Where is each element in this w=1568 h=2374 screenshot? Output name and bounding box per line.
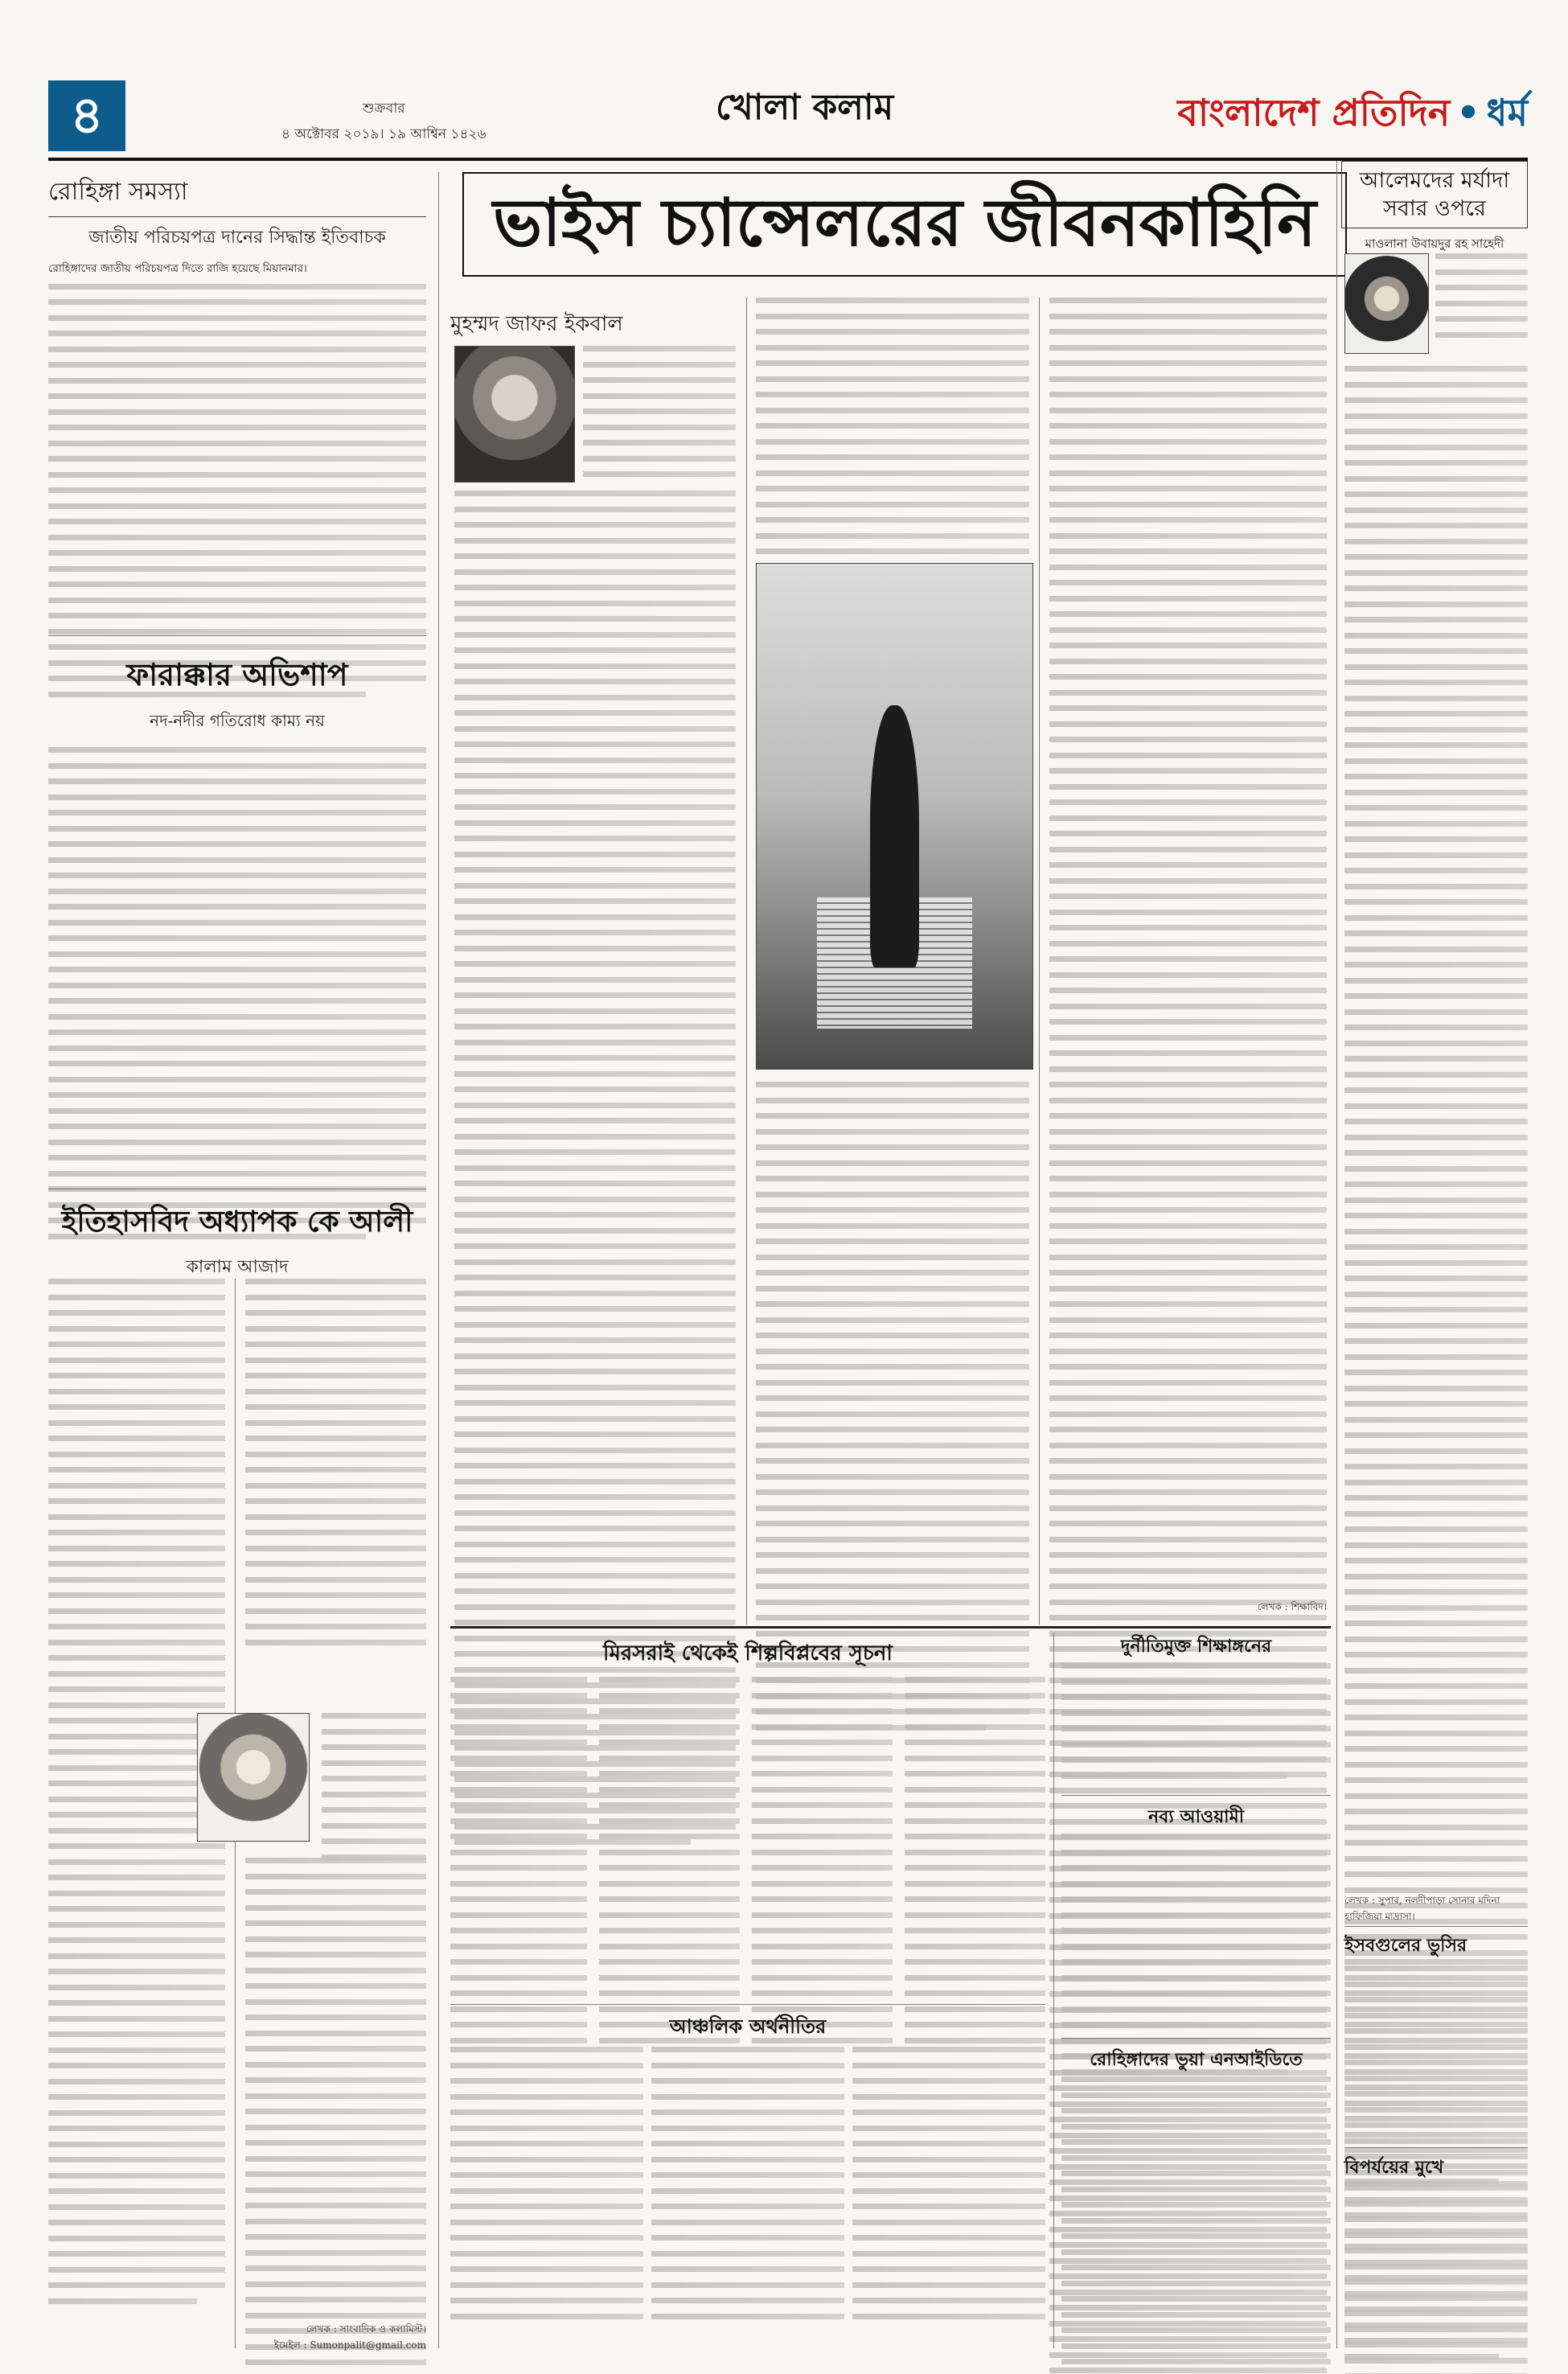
rohingya-first-sentence: রোহিঙ্গাদের জাতীয় পরিচয়পত্র দিতে রাজি হয়েছে মিয়ানমার। (48, 262, 307, 275)
brand-section: ধর্ম (1486, 91, 1528, 134)
sidebar-title: আলেমদের মর্যাদা সবার ওপরে (1341, 161, 1528, 228)
masthead (48, 80, 1528, 154)
column-rule (438, 172, 439, 2348)
nid-text (1061, 2076, 1331, 2374)
mirsarai-text-c (752, 1677, 893, 2053)
column-rule (1336, 161, 1337, 2348)
lead-illustration (756, 563, 1033, 1070)
issue-date: ৪ অক্টোবর ২০১৯। ১৯ আশ্বিন ১৪২৬ (281, 126, 486, 142)
column-rule (1053, 1633, 1054, 2348)
mirsarai-title: মিরসরাই থেকেই শিল্পবিপ্লবের সূচনা (603, 1641, 893, 1665)
historian-byline: কালাম আজাদ (186, 1257, 289, 1277)
issue-info (281, 98, 486, 146)
economy-text-b (651, 2047, 844, 2329)
sidebar-article (1341, 161, 1528, 255)
divider (1061, 1795, 1331, 1796)
education-text (1061, 1663, 1331, 1789)
masthead-rule (48, 158, 1528, 161)
lead-text-lines-a (583, 346, 736, 487)
mirsarai-text-b (599, 1677, 740, 2053)
issue-day: শুক্রবার (363, 101, 405, 117)
divider (1344, 1926, 1528, 1927)
historian-text-lines-c (322, 1713, 426, 1870)
biporjoy-text (1344, 2181, 1528, 2369)
sidebar-text-a (1435, 253, 1528, 347)
awami-title: নব্য আওয়ামী (1147, 1807, 1245, 1827)
historian-credit (245, 2323, 426, 2355)
economy-text-a (450, 2047, 643, 2329)
section-divider (450, 1626, 1331, 1629)
historian-article (48, 1200, 426, 1283)
page-number: ৪ (48, 80, 125, 151)
economy-text-c (852, 2047, 1045, 2329)
nid-title: রোহিঙ্গাদের ভুয়া এনআইডিতে (1090, 2050, 1303, 2070)
brand-name: বাংলাদেশ প্রতিদিন (1177, 91, 1451, 134)
historian-email: ইমেইল : Sumonpalit@gmail.com (273, 2339, 426, 2351)
column-rule (746, 298, 747, 1624)
rohingya-body (48, 261, 426, 277)
brand-logo (1177, 85, 1528, 146)
sidebar-credit: লেখক : সুপার, নলদীপাড়া সোনার মদিনা হাফিজিয়া মাদ্রাসা। (1344, 1895, 1500, 1922)
historian-photo (197, 1713, 310, 1842)
historian-text-lines-d (245, 1858, 426, 2374)
farakka-text-lines (48, 747, 426, 1239)
divider (1344, 2147, 1528, 2148)
mirsarai-text-d (905, 1677, 1045, 2053)
sidebar-author: মাওলানা উবায়দুর রহ সাহেদী (1365, 236, 1504, 252)
lead-author-photo (454, 346, 575, 483)
person-silhouette (870, 705, 920, 968)
divider (48, 635, 426, 636)
rohingya-article (48, 172, 426, 707)
brand-dot-icon: • (1456, 91, 1480, 134)
farakka-article (48, 651, 426, 1249)
historian-text-lines-b (245, 1279, 426, 1655)
lead-byline: মুহম্মদ জাফর ইকবাল (450, 312, 623, 336)
sidebar-author-photo (1344, 253, 1429, 354)
isbong-title: ইসবগুলের ভুসির (1344, 1936, 1467, 1956)
mirsarai-text-a (450, 1677, 587, 2053)
divider (1061, 2038, 1331, 2039)
economy-title: আঞ্চলিক অর্থনীতির (669, 2015, 827, 2038)
lead-credit: লেখক : শিক্ষাবিদ। (1257, 1601, 1327, 1612)
section-title: খোলা কলাম (716, 87, 894, 128)
column-rule (1039, 298, 1040, 1624)
rohingya-subhead: জাতীয় পরিচয়পত্র দানের সিদ্ধান্ত ইতিবাচক (88, 228, 386, 248)
historian-credit-line: লেখক : সাংবাদিক ও কলামিস্ট। (306, 2323, 426, 2335)
historian-title: ইতিহাসবিদ অধ্যাপক কে আলী (61, 1205, 413, 1238)
lead-title: ভাইস চ্যান্সেলরের জীবনকাহিনি (462, 172, 1347, 277)
farakka-subhead: নদ-নদীর গতিরোধ কাম্য নয় (150, 711, 325, 730)
rohingya-kicker: রোহিঙ্গা সমস্যা (48, 172, 426, 217)
education-title: দুর্নীতিমুক্ত শিক্ষাঙ্গনের (1120, 1637, 1272, 1657)
divider (450, 2004, 1045, 2005)
farakka-title: ফারাক্কার অভিশাপ (126, 657, 348, 692)
biporjoy-title: বিপর্যয়ের মুখে (1344, 2158, 1444, 2178)
